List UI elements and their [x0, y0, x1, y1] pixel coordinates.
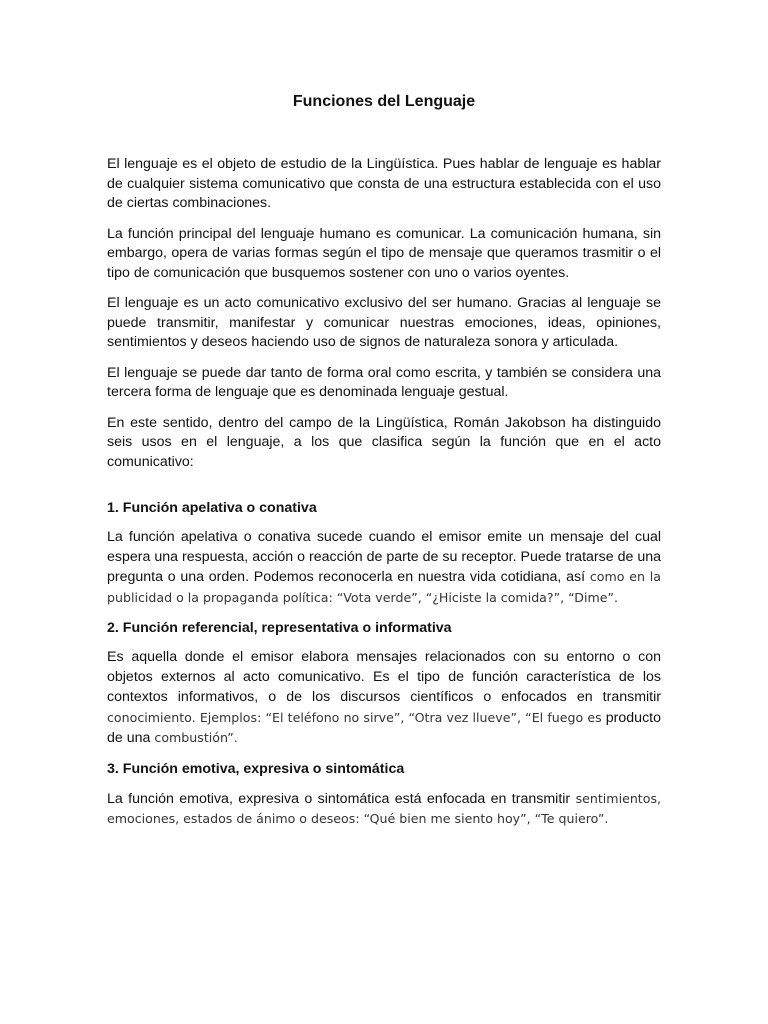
- section-text-emotiva-examples: sentimientos, emociones, estados de ánimo o deseos: “Qué bien me siento hoy”, “Te quiero”.: [107, 790, 662, 826]
- section-heading-emotiva: 3. Función emotiva, expresiva o sintomática: [107, 760, 405, 777]
- intro-paragraph-2: La función principal del lenguaje humano es comunicar. La comunicación humana, sin embargo, opera de varias formas según el tipo de mensaje que queramos trasmitir o el tipo de comunicación que busquemos sostener con uno o varios oyentes.: [107, 225, 661, 281]
- section-text-referencial-main: Es aquella donde el emisor elabora mensajes relacionados con su entorno o con objetos externos al acto comunicativo. Es el tipo de función característica de los contextos informativos, o de los discursos científicos o enfocados en transmitir: [107, 649, 661, 705]
- section-paragraph-apelativa: [107, 528, 661, 608]
- section-paragraph-emotiva: [107, 789, 661, 830]
- section-heading-apelativa: 1. Función apelativa o conativa: [107, 500, 317, 516]
- intro-paragraph-5: En este sentido, dentro del campo de la Lingüística, Román Jakobson ha distinguido seis usos en el lenguaje, a los que clasifica según la función que en el acto comunicativo:: [107, 414, 661, 470]
- section-text-referencial-tail: producto de una: [107, 709, 661, 746]
- document-page: [107, 92, 661, 841]
- section-text-emotiva-main: La función emotiva, expresiva o sintomática está enfocada en transmitir: [107, 790, 571, 807]
- section-text-apelativa-main: La función apelativa o conativa sucede cuando el emisor emite un mensaje del cual espera una respuesta, acción o reacción de parte de su receptor. Puede tratarse de una pregunta o una orden. Podemos reconocerla en nuestra vida cotidiana, así: [107, 529, 661, 585]
- section-paragraph-referencial: [107, 648, 661, 749]
- section-text-referencial-end: combustión”.: [150, 730, 238, 745]
- document-title: Funciones del Lenguaje: [292, 93, 476, 110]
- section-text-apelativa-examples: como en la publicidad o la propaganda política: “Vota verde”, “¿Hiciste la comida?”, “Dime”.: [107, 569, 661, 605]
- section-heading-referencial: 2. Función referencial, representativa o informativa: [107, 620, 452, 636]
- intro-paragraph-1: El lenguaje es el objeto de estudio de la Lingüística. Pues hablar de lenguaje es hablar de cualquier sistema comunicativo que consta de una estructura establecida con el uso de ciertas combinaciones.: [107, 156, 661, 211]
- intro-paragraph-4: El lenguaje se puede dar tanto de forma oral como escrita, y también se considera una tercera forma de lenguaje que es denominada lenguaje gestual.: [107, 364, 661, 400]
- intro-paragraph-3: El lenguaje es un acto comunicativo exclusivo del ser humano. Gracias al lenguaje se puede transmitir, manifestar y comunicar nuestras emociones, ideas, opiniones, sentimientos y deseos haciendo uso de signos de naturaleza sonora y articulada.: [107, 295, 661, 350]
- section-text-referencial-examples: conocimiento. Ejemplos: “El teléfono no sirve”, “Otra vez llueve”, “El fuego es: [107, 709, 602, 725]
